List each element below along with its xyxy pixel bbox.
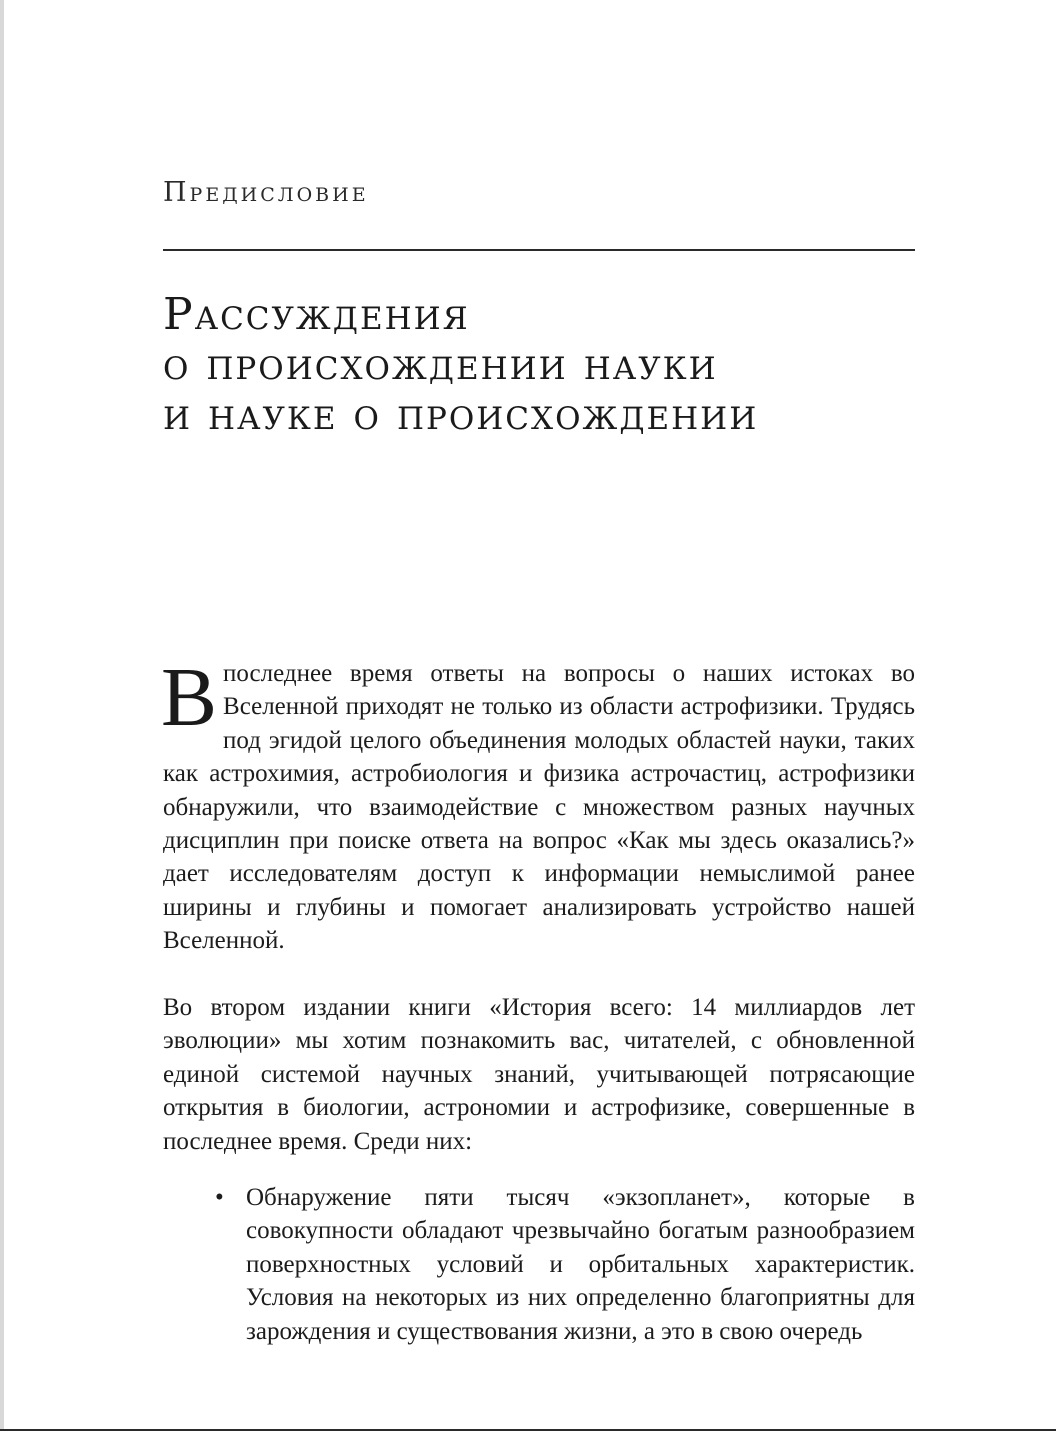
title-line-1: Рассуждения [163, 289, 470, 340]
list-item [163, 1181, 915, 1348]
paragraph-1-text: последнее время ответы на вопросы о наших истоках во Вселенной приходят не только из области астрофизики. Трудясь под эгидой целого объединения молодых областей науки, таких как астрохимия, астробиология и физика астрочастиц, астрофизики обнаружили, что взаимодействие с множеством разных научных дисциплин при поиске ответа на вопрос «Как мы здесь оказались?» дает исследователям доступ к информации немыслимой ранее ширины и глубины и помогает анализировать устройство нашей Вселенной. [163, 660, 915, 955]
title-line-3: и науке о происхождении [163, 389, 759, 440]
paragraph-1 [161, 651, 915, 958]
drop-cap: В [161, 651, 218, 744]
section-label: Предисловие [163, 177, 369, 208]
title-line-2: о происхождении науки [163, 339, 718, 390]
bullet-marker: • [215, 1184, 224, 1211]
bullet-list [163, 1181, 915, 1348]
section-divider [163, 249, 915, 251]
paragraph-2: Во втором издании книги «История всего: 14 миллиардов лет эволюции» мы хотим познакомить вас, читателей, с обновленной единой системой научных знаний, учитывающей потрясающие открытия в биологии, астрономии и астрофизике, совершенные в последнее время. Среди них: [163, 994, 915, 1155]
page-edge [0, 0, 4, 1431]
chapter-title [163, 290, 758, 440]
bullet-text: Обнаружение пяти тысяч «экзопланет», которые в совокупности обладают чрезвычайно богатым разнообразием поверхностных условий и орбитальных характеристик. Условия на некоторых из них определенно благоприятны для зарождения и существования жизни, а это в свою очередь [246, 1184, 915, 1345]
